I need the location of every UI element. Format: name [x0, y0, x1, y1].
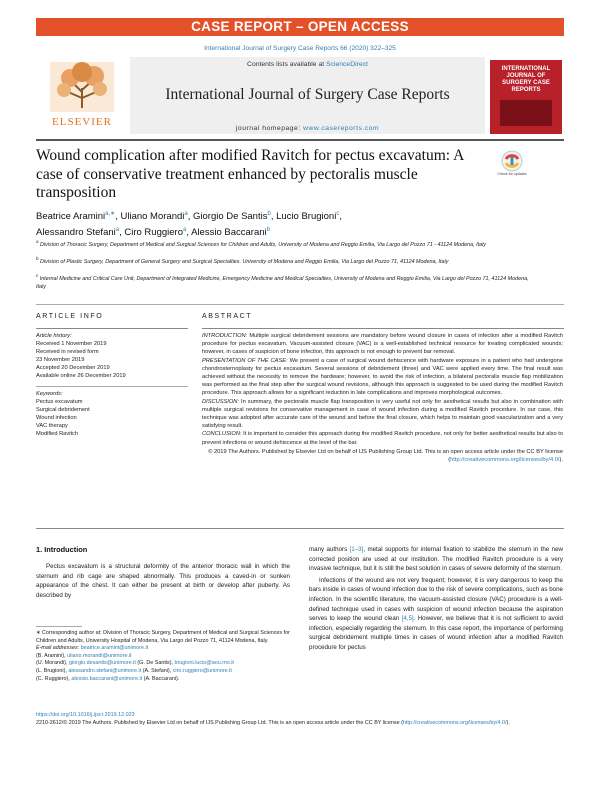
sciencedirect-link[interactable]: ScienceDirect [326, 61, 368, 68]
author-affiliation-mark[interactable]: b [266, 226, 270, 233]
author-affiliation-mark[interactable]: a,∗ [105, 211, 116, 217]
abstract-case [202, 357, 563, 398]
abstract-end-rule [36, 528, 564, 529]
license-text: 2210-2612/© 2019 The Authors. Published by Elsevier Ltd on behalf of IJS Publishing Group Ltd. This is an open access article under the CC BY license ( [36, 719, 403, 726]
discussion-label: DISCUSSION: [202, 398, 239, 405]
homepage-link[interactable]: www.casereports.com [303, 125, 380, 132]
email-link[interactable]: brugioni.lucio@aou.mo.it [174, 660, 234, 667]
email-link[interactable]: ciro.ruggiero@unimore.it [172, 667, 232, 674]
history-rule [36, 386, 188, 387]
intro-right-column [309, 545, 563, 653]
authors-block [36, 208, 506, 239]
email-owner: (G. De Santis), [135, 660, 175, 667]
intro-text: Multiple surgical debridement sessions are mandatory before wound closure in cases of infection after a modified Ravitch procedure for pectus excavatum. Vacuum-assisted closure (VAC) is a well-established technical resource for treating complicated wounds; however, in cases of suspicion of bone infection, this approach is not enough to prevent bar removal. [202, 333, 563, 356]
footnote-rule [36, 626, 82, 627]
email-line-2 [36, 653, 290, 661]
author-name[interactable]: Beatrice Aramini [36, 211, 106, 223]
intro-left-paragraph: Pectus excavatum is a structural deformity of the anterior thoracic wall in which the sternum and rib cage are shaped abnormally. This produces a caved-in or sunken appearance of the chest. It can either be present at birth or develop after puberty. As described by [36, 563, 290, 599]
badge-label: Check for updates [497, 172, 527, 176]
author-name[interactable]: Alessio Baccarani [191, 226, 267, 238]
affiliation-a [36, 238, 536, 249]
header-rule [36, 139, 564, 141]
affiliation-c [36, 272, 536, 291]
email-link[interactable]: giorgio.desantis@unimore.it [68, 660, 136, 667]
abstract-conclusion [202, 430, 563, 446]
history-item: Received in revised form [36, 349, 99, 355]
email-line-4 [36, 668, 290, 676]
citation-link[interactable]: [4,5] [401, 615, 414, 623]
footnotes [36, 630, 290, 683]
affiliation-text: Internal Medicine and Critical Care Unit, Department of Integrated Medicine, Emergency Medicine and Medical Specialties, University of Modena and Reggio Emilia, Via Largo del Pozzo 71, 41124 Modena, Italy [36, 275, 529, 290]
authors-line-2: Alessandro Stefani$^a$, Ciro Ruggiero$^a$, Alessio Baccarani$^b$ [36, 226, 270, 238]
affiliation-mark: c [36, 273, 39, 278]
conclusion-label: CONCLUSION: [202, 431, 242, 438]
author-affiliation-mark[interactable]: a [184, 211, 188, 217]
history-item: Accepted 20 December 2019 [36, 365, 110, 371]
history-item: Available online 26 December 2019 [36, 373, 126, 379]
publisher-name: ELSEVIER [52, 116, 112, 128]
cover-text: INTERNATIONAL JOURNAL OF SURGERY CASE REPORTS [501, 66, 551, 93]
email-owner: (L. Brugioni), [36, 667, 69, 674]
article-title: Wound complication after modified Ravitch for pectus excavatum: A case of conservative treatment enhanced by pectoralis muscle transposition [36, 147, 464, 201]
abstract-copyright [202, 448, 563, 464]
article-info-rule [36, 328, 188, 329]
case-text: We present a case of surgical wound dehiscence with hardware exposure in a patient who had undergone chondrosternoplasty for pectus excavatum. Several sessions of debridement (three) and VAC were applied every time. The final result was achieved without the necessity to remove the hardware; however, to avoid the risk of infection, a bilateral pectoralis muscle flap mobilization was performed as the final step after the surgical wound revisions, although this approach is suggested to be used during the modified Ravitch procedure. This approach allows for a significant reduction in late complications and improves morphological outcomes. [202, 357, 564, 397]
copyright-end: ). [559, 457, 563, 464]
doi-link[interactable]: https://doi.org/10.1016/j.ijscr.2019.12.023 [36, 712, 135, 718]
para-text: , metal supports for internal fixation to stabilize the sternum in the new corrected position are used at our institution. The modified Ravitch procedure is a very invasive technique, but it is still the best solution in cases of severe deformity of the sternum. [309, 546, 563, 573]
license-text: ). [506, 719, 510, 726]
copyright-text: © 2019 The Authors. Published by Elsevier Ltd on behalf of IJS Publishing Group Ltd. This is an open access article under the CC BY license ( [208, 448, 563, 464]
article-history [36, 332, 188, 380]
bottom-license [36, 720, 564, 728]
abstract-rule [202, 328, 564, 329]
abstract-body [202, 332, 563, 464]
contents-line [130, 61, 485, 68]
author-name[interactable]: Alessandro Stefani [36, 226, 116, 238]
email-link[interactable]: uliano.morandi@unimore.it [67, 652, 132, 659]
para-text: many authors [309, 546, 350, 553]
license-link[interactable]: http://creativecommons.org/licenses/by/4.0/ [402, 719, 507, 726]
author-name[interactable]: Lucio Brugioni [276, 211, 337, 223]
abstract-introduction [202, 332, 563, 357]
affiliation-mark: b [36, 256, 39, 261]
authors-line-1: Beatrice Aramini$^{a,∗}$, Uliano Morandi$^a$, Giorgio De Santis$^b$, Lucio Brugioni$^c$, [36, 211, 342, 223]
check-for-updates-badge[interactable] [497, 150, 527, 180]
doi-block [36, 712, 564, 727]
keyword: Surgical debridement [36, 407, 90, 413]
journal-homepage-line [130, 125, 485, 132]
history-label: Article history: [36, 333, 72, 339]
conclusion-text: It is important to consider this approach during the modified Ravitch procedure, not only for better aesthetical results but also to prevent infections or wound dehiscence at the level of the bar. [202, 431, 563, 446]
email-owner: (U. Morandi), [36, 660, 69, 667]
author-name[interactable]: Uliano Morandi [120, 211, 185, 223]
email-link[interactable]: alessio.baccarani@unimore.it [71, 675, 143, 682]
keywords-label: Keywords: [36, 391, 63, 397]
affiliation-b [36, 255, 536, 266]
discussion-text: In summary, the pectoralis muscle flap transposition is very useful not only for aesthetical results but also in combination with multiple surgical revisions for conservative management in case of wound infection during a modified Ravitch procedure. In our case, this technique was adopted after accurate care of the wound and before the final closure, which helps to maintain good vascularization and a very satisfying result. [202, 398, 563, 430]
cover-graphic [500, 100, 552, 126]
keyword: Modified Ravitch [36, 431, 79, 437]
affiliation-rule [36, 304, 564, 305]
email-owner: (A. Stefani), [141, 667, 173, 674]
email-line-5 [36, 676, 290, 684]
keyword: VAC therapy [36, 423, 68, 429]
right-paragraph-2 [309, 576, 563, 653]
journal-cover-thumbnail [490, 60, 562, 134]
author-affiliation-mark[interactable]: a [183, 226, 187, 233]
intro-label: INTRODUCTION: [202, 333, 248, 339]
author-affiliation-mark[interactable]: c [336, 211, 340, 217]
para-text: Infections of the wound are not very frequent; however, it is very dangerous to keep the bars inside in cases of wound infection due to the risk of severe complications, such as bone infection. In the scientific literature, the vacuum-assisted closure (VAC) procedure is a well-defined technique used in cases with suspicion of wound infection because the aspiration serves to keep the wound clean [309, 576, 563, 623]
abstract-heading: ABSTRACT [202, 313, 253, 320]
keyword: Wound infection [36, 415, 77, 421]
email-link[interactable]: beatrice.aramini@unimore.it [80, 645, 149, 652]
elsevier-logo [38, 58, 126, 130]
case-label: PRESENTATION OF THE CASE: [202, 357, 288, 364]
keyword: Pectus excavatum [36, 399, 83, 405]
article-info-heading: ARTICLE INFO [36, 313, 104, 320]
email-owner: (A. Baccarani). [142, 675, 180, 682]
email-label: E-mail addresses: [36, 645, 80, 652]
history-item: Received 1 November 2019 [36, 341, 107, 347]
email-owner: (C. Ruggiero), [36, 675, 72, 682]
section-heading: 1. Introduction [36, 545, 88, 554]
contents-prefix: Contents lists available at [247, 61, 327, 68]
affiliation-text: Division of Thoracic Surgery, Department of Medical and Surgical Sciences for Children and Adults, University of Modena and Reggio Emilia, Via Largo del Pozzo 71 - 41124 Modena, Italy [40, 241, 486, 248]
history-item: 23 November 2019 [36, 357, 85, 363]
email-link[interactable]: alessandro.stefani@unimore.it [68, 667, 142, 674]
right-paragraph-1 [309, 545, 563, 574]
citation-link[interactable]: [1–3] [349, 546, 364, 553]
corresponding-author-note: ∗ Corresponding author at: Division of Thoracic Surgery, Department of Medical and Surgical Sciences for Children and Adults, University Hospital of Modena, Via Largo del Pozzo 71, 41124 Modena, Italy. [36, 630, 290, 644]
citation-line[interactable]: International Journal of Surgery Case Reports 66 (2020) 322–325 [204, 45, 396, 52]
email-line-3 [36, 660, 290, 668]
case-report-banner: CASE REPORT – OPEN ACCESS [36, 18, 564, 36]
abstract-discussion [202, 398, 563, 431]
homepage-prefix: journal homepage: [235, 125, 304, 132]
para-text: . However, we believe that it is not sufficient to avoid infection, especially regarding the sternum. In this case report, the importance of performing surgical debridement multiple times in cases of wound infection after a modified Ravitch procedure for pectus [309, 615, 563, 651]
email-line-1 [36, 645, 290, 653]
author-name[interactable]: Ciro Ruggiero [124, 226, 183, 238]
author-affiliation-mark[interactable]: b [267, 211, 271, 217]
author-name[interactable]: Giorgio De Santis [193, 211, 268, 223]
author-affiliation-mark[interactable]: a [115, 226, 120, 233]
license-link[interactable]: http://creativecommons.org/licenses/by/4.0/ [450, 457, 560, 464]
journal-title[interactable]: International Journal of Surgery Case Reports [165, 86, 450, 103]
keywords-block [36, 390, 188, 438]
affiliation-mark: a [36, 239, 39, 244]
affiliation-text: Division of Plastic Surgery, Department of General Surgery and Surgical Specialties. University of Modena and Reggio Emilia, Via Largo del Pozzo 71, 41124 Modena, Italy [40, 258, 449, 265]
email-owner: (B. Aramini), [36, 652, 68, 659]
